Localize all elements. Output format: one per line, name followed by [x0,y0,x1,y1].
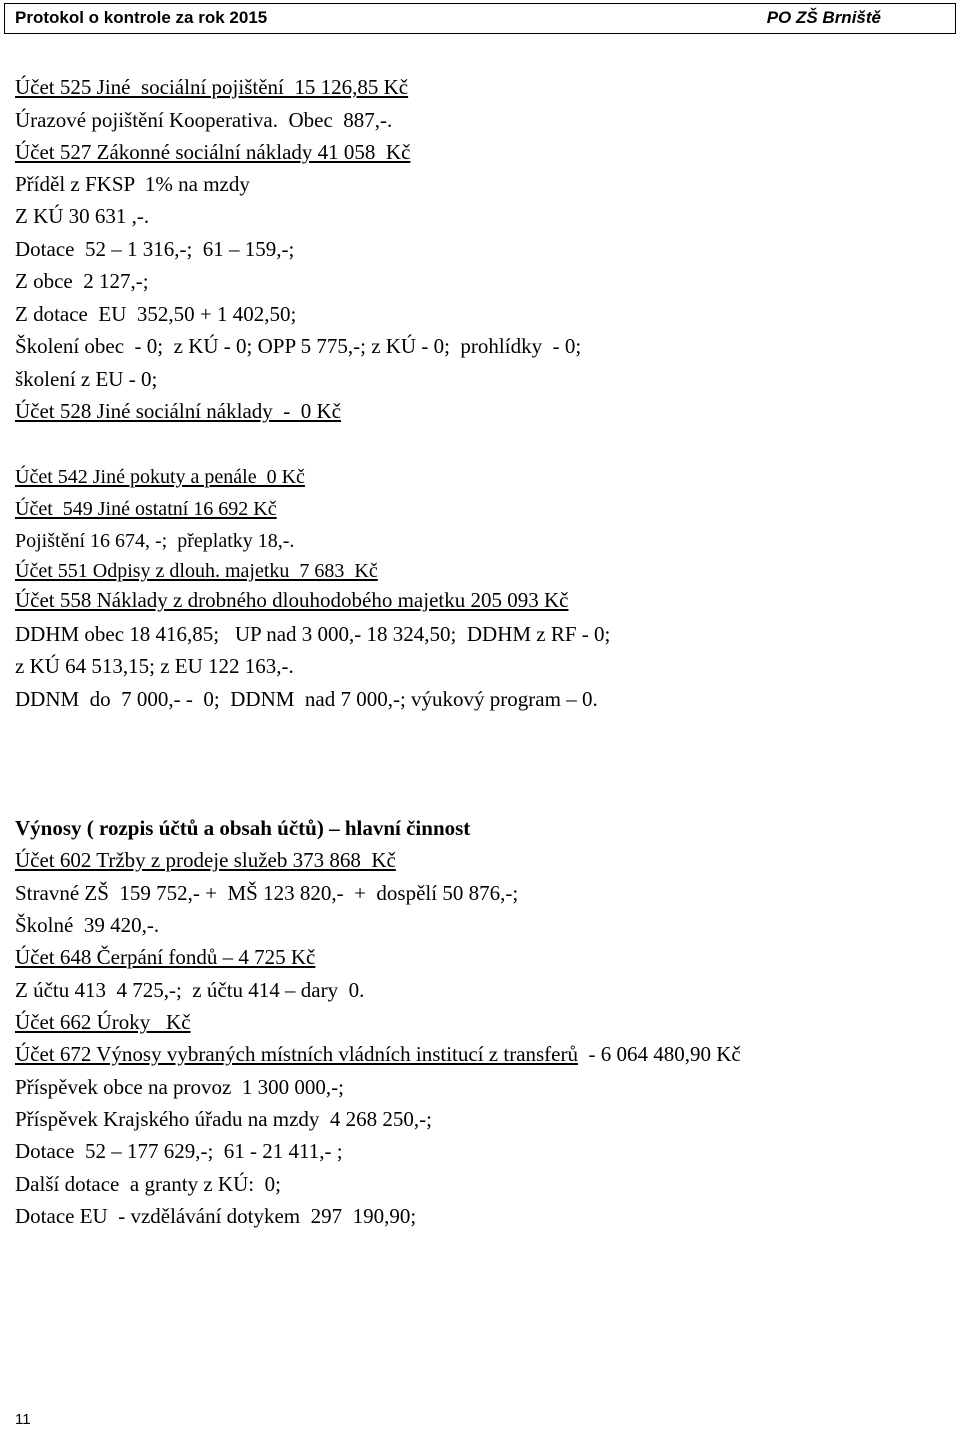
text-line: Z dotace EU 352,50 + 1 402,50; [15,302,297,326]
text-line: DDHM obec 18 416,85; UP nad 3 000,- 18 324,50; DDHM z RF - 0; [15,622,611,646]
account-line: Účet 662 Úroky Kč [15,1010,191,1034]
account-line: Účet 551 Odpisy z dlouh. majetku 7 683 Kč [15,560,378,582]
text-line: Příspěvek Krajského úřadu na mzdy 4 268 250,-; [15,1107,432,1131]
account-line: Účet 527 Zákonné sociální náklady 41 058 Kč [15,140,411,164]
text-line: Z KÚ 30 631 ,-. [15,204,150,228]
account-line-amount: - 6 064 480,90 Kč [578,1042,741,1066]
text-line: Příděl z FKSP 1% na mzdy [15,172,250,196]
header-organization: PO ZŠ Brniště [766,8,881,27]
text-line: Dotace 52 – 1 316,-; 61 – 159,-; [15,237,295,261]
account-line: Účet 602 Tržby z prodeje služeb 373 868 Kč [15,848,396,872]
account-line: Účet 542 Jiné pokuty a penále 0 Kč [15,466,305,488]
account-line: Účet 525 Jiné sociální pojištění 15 126,85 Kč [15,75,409,99]
account-line: Účet 648 Čerpání fondů – 4 725 Kč [15,945,316,969]
text-line: Z účtu 413 4 725,-; z účtu 414 – dary 0. [15,978,365,1002]
text-line: Pojištění 16 674, -; přeplatky 18,-. [15,530,295,552]
text-line: Z obce 2 127,-; [15,269,149,293]
text-line: Příspěvek obce na provoz 1 300 000,-; [15,1075,344,1099]
page-number: 11 [15,1411,31,1428]
text-line: Dotace EU - vzdělávání dotykem 297 190,90; [15,1204,417,1228]
account-line [15,1042,741,1066]
text-line: školení z EU - 0; [15,367,158,391]
text-line: Školné 39 420,-. [15,913,160,937]
header-title: Protokol o kontrole za rok 2015 [15,8,268,27]
text-line: Stravné ZŠ 159 752,- + MŠ 123 820,- + dospělí 50 876,-; [15,881,519,905]
account-line: Účet 558 Náklady z drobného dlouhodobého majetku 205 093 Kč [15,588,569,612]
text-line: z KÚ 64 513,15; z EU 122 163,-. [15,654,294,678]
text-line: DDNM do 7 000,- - 0; DDNM nad 7 000,-; výukový program – 0. [15,687,598,711]
section-heading: Výnosy ( rozpis účtů a obsah účtů) – hlavní činnost [15,816,471,840]
page-header [4,3,956,34]
text-line: Úrazové pojištění Kooperativa. Obec 887,-. [15,108,393,132]
text-line: Školení obec - 0; z KÚ - 0; OPP 5 775,-; z KÚ - 0; prohlídky - 0; [15,334,582,358]
account-line: Účet 528 Jiné sociální náklady - 0 Kč [15,399,341,423]
text-line: Další dotace a granty z KÚ: 0; [15,1172,281,1196]
account-line-underlined: Účet 672 Výnosy vybraných místních vládních institucí z transferů [15,1042,578,1066]
text-line: Dotace 52 – 177 629,-; 61 - 21 411,- ; [15,1139,343,1163]
account-line: Účet 549 Jiné ostatní 16 692 Kč [15,498,277,520]
